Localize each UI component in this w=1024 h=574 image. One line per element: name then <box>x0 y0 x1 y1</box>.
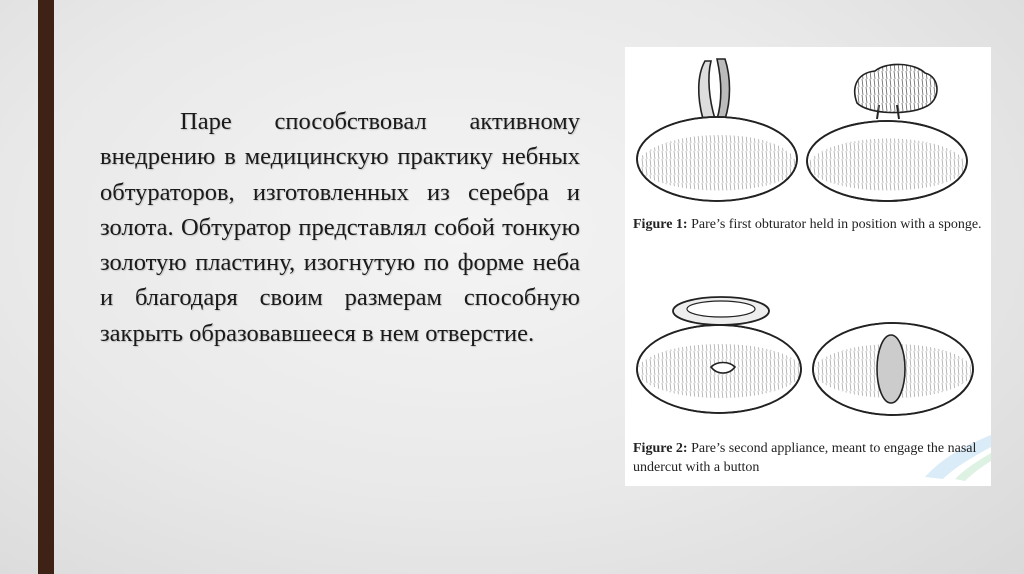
figure1-label: Figure 1: <box>633 217 688 232</box>
figure2-text: Pare’s second appliance, meant to engage the nasal undercut with a button <box>633 441 977 475</box>
accent-bar <box>38 0 54 574</box>
figure2-plate-with-button <box>637 297 801 413</box>
obturator-illustrations <box>625 47 991 486</box>
figure2-plate-with-oval <box>813 323 973 415</box>
figure1-caption <box>633 215 983 234</box>
figure1-plate-with-clip <box>637 59 797 201</box>
figure1-text: Pare’s first obturator held in position with a sponge. <box>687 217 982 232</box>
paragraph-text: Паре способствовал активному внедрению в медицинскую практику небных обтураторов, изготовленных из серебра и золота. Обтуратор представлял собой тонкую золотую пластину, изогнутую по форме неба и благодаря своим размерам способную закрыть образовавшееся в нем отверстие. <box>100 108 580 347</box>
main-paragraph <box>100 104 580 351</box>
figure1-plate-with-sponge <box>807 64 967 201</box>
figure2-caption <box>633 439 983 477</box>
figure-panel <box>625 47 991 486</box>
figure2-label: Figure 2: <box>633 441 688 456</box>
